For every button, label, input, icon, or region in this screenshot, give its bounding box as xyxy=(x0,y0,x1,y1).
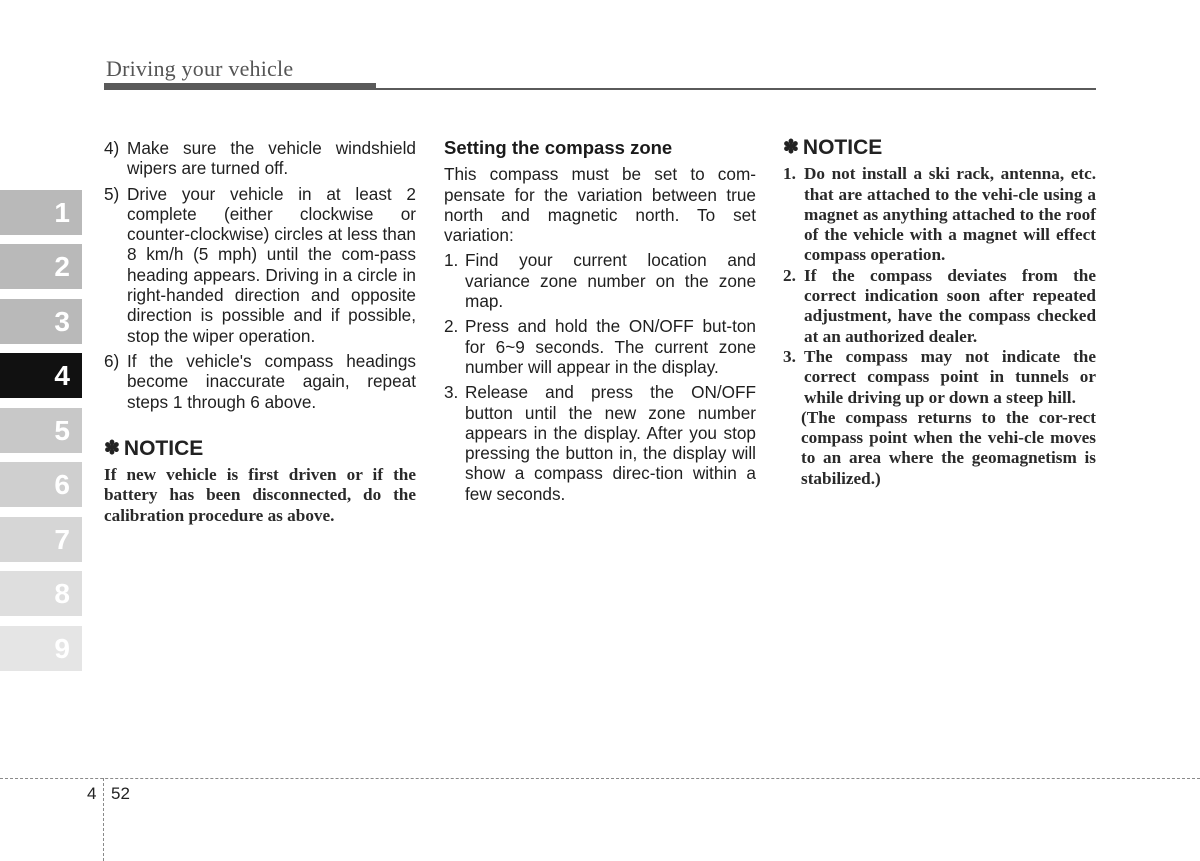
step-number: 2. xyxy=(444,316,459,337)
list-item xyxy=(444,250,756,311)
footer-vertical-divider xyxy=(103,778,104,861)
chapter-tab-8[interactable]: 8 xyxy=(0,571,82,616)
chapter-tab-4[interactable]: 4 xyxy=(0,353,82,398)
step-number: 4) xyxy=(104,138,120,158)
notice-heading xyxy=(104,436,416,460)
notice-body: If new vehicle is first driven or if the battery has been disconnected, do the calibration procedure as above. xyxy=(104,465,416,525)
footer-divider xyxy=(0,778,1200,779)
asterisk-icon: ✽ xyxy=(104,437,120,459)
notice-item-text: Do not install a ski rack, antenna, etc. that are attached to the vehi-cle using a magnet as anything attached to the roof of the vehicle with a magnet will effect compass operation. xyxy=(804,164,1096,265)
chapter-tab-5[interactable]: 5 xyxy=(0,408,82,453)
list-item xyxy=(104,351,416,412)
step-number: 3. xyxy=(444,382,459,403)
footer-page-number: 52 xyxy=(111,784,130,803)
header-rule-thin xyxy=(104,88,1096,90)
notice-heading xyxy=(783,138,1096,158)
list-item xyxy=(444,382,756,504)
list-item xyxy=(104,138,416,179)
notice-title: NOTICE xyxy=(802,136,883,159)
list-item xyxy=(104,184,416,346)
list-item xyxy=(783,347,1096,408)
step-text: Find your current location and variance zone number on the zone map. xyxy=(465,250,756,312)
notice-item-number: 3. xyxy=(783,346,796,366)
page-header-title: Driving your vehicle xyxy=(106,56,294,81)
notice-item-text: The compass may not indicate the correct compass point in tunnels or while driving up or down a steep hill. xyxy=(804,346,1096,407)
left-column xyxy=(104,138,416,526)
step-number: 6) xyxy=(104,350,120,371)
chapter-tab-1[interactable]: 1 xyxy=(0,190,82,235)
step-text: Make sure the vehicle windshield wipers are turned off. xyxy=(127,138,416,179)
footer-chapter-number: 4 xyxy=(87,784,97,803)
chapter-tab-2[interactable]: 2 xyxy=(0,244,82,289)
asterisk-icon: ✽ xyxy=(783,137,799,158)
list-item xyxy=(444,316,756,377)
notice-item-number: 2. xyxy=(783,265,796,285)
zone-steps-list xyxy=(444,250,756,504)
step-text: If the vehicle's compass headings become inaccurate again, repeat steps 1 through 6 above. xyxy=(127,350,416,412)
list-item xyxy=(783,266,1096,347)
step-number: 1. xyxy=(444,250,459,271)
notice-item-text: If the compass deviates from the correct indication soon after repeated adjustment, have the compass checked at an authorized dealer. xyxy=(804,265,1096,346)
chapter-tab-9[interactable]: 9 xyxy=(0,626,82,671)
chapter-tab-3[interactable]: 3 xyxy=(0,299,82,344)
notice-title: NOTICE xyxy=(123,436,204,460)
notice-list xyxy=(783,164,1096,408)
intro-paragraph: This compass must be set to com-pensate for the variation between true north and magnetic north. To set variation: xyxy=(444,164,756,246)
step-text: Release and press the ON/OFF button until the new zone number appears in the display. After you stop pressing the button in, the display will show a compass direc-tion within a few seconds. xyxy=(465,382,756,504)
section-heading: Setting the compass zone xyxy=(444,137,673,158)
chapter-tab-6[interactable]: 6 xyxy=(0,462,82,507)
calibration-steps-list xyxy=(104,138,416,412)
step-number: 5) xyxy=(104,183,120,204)
step-text: Drive your vehicle in at least 2 complete (either clockwise or counter-clockwise) circles at less than 8 km/h (5 mph) until the com-pass heading appears. Driving in a circle in right-handed direction and opposite direction is possible and if possible, stop the wiper operation. xyxy=(127,183,416,346)
right-column xyxy=(783,138,1096,489)
middle-column xyxy=(444,138,756,509)
chapter-tab-7[interactable]: 7 xyxy=(0,517,82,562)
list-item xyxy=(783,164,1096,265)
step-text: Press and hold the ON/OFF but-ton for 6~9 seconds. The current zone number will appear in the display. xyxy=(465,316,756,377)
notice-note: (The compass returns to the cor-rect compass point when the vehi-cle moves to an area where the geomagnetism is stabilized.) xyxy=(801,407,1096,488)
notice-item-number: 1. xyxy=(783,164,796,184)
